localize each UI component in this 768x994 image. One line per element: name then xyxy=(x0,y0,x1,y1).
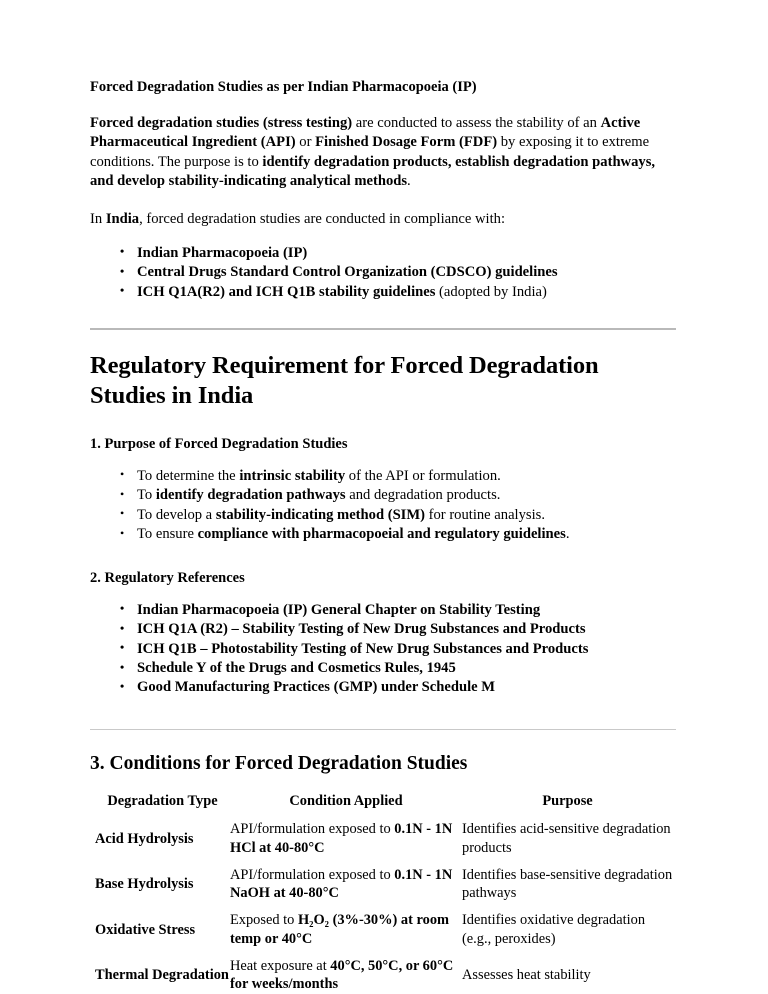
table-header-row xyxy=(95,793,673,816)
column-header-condition-applied: Condition Applied xyxy=(289,793,403,810)
cell-purpose: Identifies oxidative degradation (e.g., peroxides) xyxy=(462,912,646,947)
list-item: • ICH Q1A (R2) – Stability Testing of New Drug Substances and Products xyxy=(90,620,676,639)
conditions-heading: 3. Conditions for Forced Degradation Studies xyxy=(90,752,468,774)
compliance-item-note: (adopted by India) xyxy=(435,283,547,300)
purpose-heading: 1. Purpose of Forced Degradation Studies xyxy=(90,436,348,453)
condition-bold: H₂O₂ (3%-30%) at room temp or 40°C xyxy=(230,912,449,947)
condition-bold: 0.1N - 1N NaOH at 40-80°C xyxy=(230,866,453,902)
section-divider-1 xyxy=(90,328,676,330)
purpose-pre: To determine the xyxy=(137,467,240,484)
list-item: • Indian Pharmacopoeia (IP) General Chapter on Stability Testing xyxy=(90,601,676,620)
cell-purpose: Assesses heat stability xyxy=(462,966,591,983)
list-item: • Good Manufacturing Practices (GMP) under Schedule M xyxy=(90,678,676,697)
compliance-prefix: In xyxy=(90,211,106,228)
condition-pre: API/formulation exposed to xyxy=(230,821,395,838)
condition-pre: API/formulation exposed to xyxy=(230,866,395,883)
table-row xyxy=(95,907,673,952)
cell-condition xyxy=(230,953,462,994)
purpose-pre: To xyxy=(137,487,156,504)
condition-bold: 0.1N - 1N HCl at 40-80°C xyxy=(230,821,453,857)
compliance-item-bold: ICH Q1A(R2) and ICH Q1B stability guidelines xyxy=(137,283,436,300)
purpose-list xyxy=(90,467,676,545)
list-item xyxy=(90,244,676,263)
condition-bold: 40°C, 50°C, or 60°C for weeks/months xyxy=(230,957,454,993)
compliance-list xyxy=(90,244,676,302)
purpose-bold: intrinsic stability xyxy=(239,467,346,484)
list-item xyxy=(90,486,676,505)
column-header-degradation-type: Degradation Type xyxy=(107,793,218,810)
purpose-bold: identify degradation pathways xyxy=(155,487,346,504)
page-title xyxy=(90,351,676,411)
list-item xyxy=(90,283,676,302)
intro-text-6: by exposing it to extreme conditions. The purpose is to xyxy=(90,134,650,170)
compliance-item-bold: Central Drugs Standard Control Organization (CDSCO) guidelines xyxy=(137,264,558,281)
cell-condition xyxy=(230,862,462,907)
purpose-post: . xyxy=(565,526,570,543)
conditions-table xyxy=(95,793,673,994)
section-divider-2 xyxy=(90,729,676,730)
intro-text-4: or xyxy=(295,134,316,151)
intro-bold-5: Finished Dosage Form (FDF) xyxy=(315,134,498,151)
document-title: Forced Degradation Studies as per Indian Pharmacopoeia (IP) xyxy=(90,79,477,95)
cell-condition xyxy=(230,907,462,952)
compliance-suffix: , forced degradation studies are conducted in compliance with: xyxy=(139,211,506,228)
purpose-post: of the API or formulation. xyxy=(345,467,501,484)
purpose-post: and degradation products. xyxy=(345,487,501,504)
references-list xyxy=(90,601,676,698)
intro-bold-7: identify degradation products, establish degradation pathways, and develop stability-indicating analytical methods xyxy=(90,153,656,190)
purpose-pre: To ensure xyxy=(137,526,198,543)
list-item xyxy=(90,506,676,525)
purpose-pre: To develop a xyxy=(137,506,216,523)
cell-condition xyxy=(230,816,462,861)
condition-pre: Exposed to xyxy=(230,912,298,929)
page-title-line2: in India xyxy=(171,382,254,410)
intro-bold-1: Forced degradation studies (stress testing) xyxy=(90,114,353,131)
list-item: • Schedule Y of the Drugs and Cosmetics Rules, 1945 xyxy=(90,659,676,678)
column-header-purpose: Purpose xyxy=(542,793,593,810)
condition-pre: Heat exposure at xyxy=(230,957,331,974)
cell-degradation-type: Base Hydrolysis xyxy=(95,876,194,893)
list-item: • ICH Q1B – Photostability Testing of New Drug Substances and Products xyxy=(90,640,676,659)
table-row xyxy=(95,862,673,907)
intro-text-8: . xyxy=(407,173,411,190)
list-item xyxy=(90,525,676,544)
purpose-post: for routine analysis. xyxy=(425,506,545,523)
cell-purpose: Identifies base-sensitive degradation pathways xyxy=(462,866,673,902)
intro-paragraph xyxy=(90,114,676,192)
compliance-country: India xyxy=(105,211,140,228)
page-title-line1: Regulatory Requirement for Forced Degradation Studies xyxy=(90,352,599,410)
list-item xyxy=(90,467,676,486)
purpose-bold: stability-indicating method (SIM) xyxy=(215,506,425,523)
list-item xyxy=(90,263,676,282)
compliance-intro xyxy=(90,210,676,229)
cell-purpose: Identifies acid-sensitive degradation products xyxy=(462,821,671,857)
references-heading: 2. Regulatory References xyxy=(90,569,245,586)
cell-degradation-type: Oxidative Stress xyxy=(95,921,196,938)
cell-degradation-type: Thermal Degradation xyxy=(95,966,229,983)
intro-bold-3: Active Pharmaceutical Ingredient (API) xyxy=(90,114,641,151)
table-row xyxy=(95,953,673,994)
compliance-item-bold: Indian Pharmacopoeia (IP) xyxy=(137,244,308,261)
purpose-bold: compliance with pharmacopoeial and regulatory guidelines xyxy=(197,526,566,543)
intro-text-2: are conducted to assess the stability of an xyxy=(352,114,601,131)
table-row xyxy=(95,816,673,861)
cell-degradation-type: Acid Hydrolysis xyxy=(95,830,194,847)
